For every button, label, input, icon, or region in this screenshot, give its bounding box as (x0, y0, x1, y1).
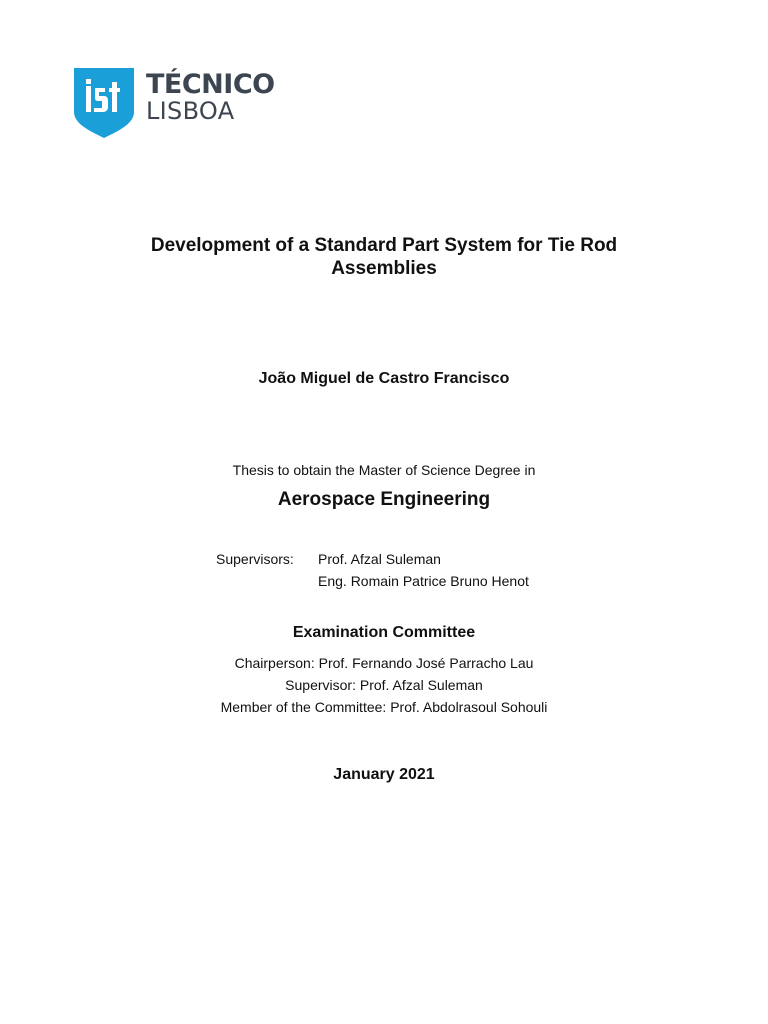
thesis-title: Development of a Standard Part System for Tie Rod Assemblies (150, 235, 618, 279)
author-name: João Miguel de Castro Francisco (258, 370, 510, 387)
supervisors-block (216, 548, 529, 592)
ist-shield-icon (74, 68, 134, 138)
committee-list (0, 652, 768, 718)
supervisor-name: Prof. Afzal Suleman (318, 551, 441, 567)
wordmark-line1: TÉCNICO (146, 69, 275, 100)
committee-member: Supervisor: Prof. Afzal Suleman (285, 677, 483, 693)
supervisors-label: Supervisors: (216, 551, 294, 567)
thesis-statement: Thesis to obtain the Master of Science Degree in (232, 462, 536, 478)
submission-date: January 2021 (333, 766, 435, 783)
committee-member: Chairperson: Prof. Fernando José Parracho Lau (234, 655, 534, 671)
committee-member: Member of the Committee: Prof. Abdolrasoul Sohouli (220, 699, 548, 715)
degree-name: Aerospace Engineering (277, 489, 491, 510)
supervisors-names (318, 548, 529, 592)
committee-heading: Examination Committee (292, 624, 476, 641)
institution-logo (74, 68, 275, 138)
wordmark-line2: LISBOA (146, 97, 235, 125)
wordmark (146, 71, 275, 123)
supervisor-name: Eng. Romain Patrice Bruno Henot (318, 573, 529, 589)
